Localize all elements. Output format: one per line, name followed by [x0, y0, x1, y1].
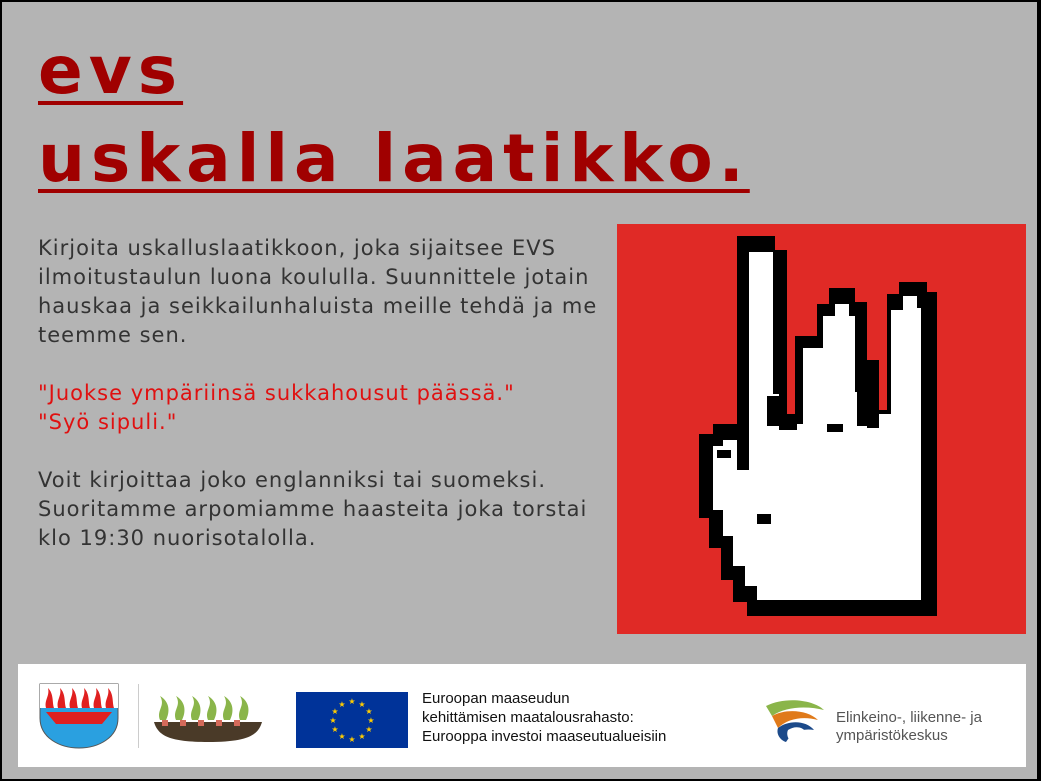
ely-text-line-1: Elinkeino-, liikenne- ja [836, 709, 982, 726]
eu-flag-icon [296, 692, 408, 748]
eu-text-line-2: kehittämisen maatalousrahasto: [422, 709, 634, 726]
eu-text-line-3: Eurooppa investoi maaseutualueisiin [422, 728, 667, 745]
svg-text:★: ★ [329, 716, 337, 725]
hand-image-panel [617, 224, 1026, 634]
ely-centre-logo-icon [762, 698, 828, 746]
ely-text-line-2: ympäristökeskus [836, 727, 948, 744]
title-line-1: evs [38, 32, 184, 109]
separator [138, 684, 139, 748]
svg-text:★: ★ [331, 725, 339, 734]
svg-text:★: ★ [338, 732, 346, 741]
svg-text:★: ★ [348, 697, 356, 706]
example-2: "Syö sipuli." [38, 410, 178, 434]
example-1: "Juokse ympäriinsä sukkahousut päässä." [38, 381, 515, 405]
rock-hand-cursor-icon [617, 224, 1026, 634]
funding-footer [18, 664, 1026, 767]
slide [2, 2, 1037, 779]
svg-text:★: ★ [365, 725, 373, 734]
paragraph-examples [38, 379, 598, 437]
eu-fund-text [422, 689, 666, 746]
svg-text:★: ★ [367, 716, 375, 725]
eu-text-line-1: Euroopan maaseudun [422, 690, 570, 707]
svg-text:★: ★ [365, 707, 373, 716]
body-text [38, 234, 598, 582]
title-line-2: uskalla laatikko. [38, 120, 750, 197]
leader-boat-logo-icon [150, 686, 266, 746]
ely-centre-text [836, 709, 982, 745]
svg-text:★: ★ [358, 700, 366, 709]
paragraph-instructions: Kirjoita uskalluslaatikkoon, joka sijaitsee EVS ilmoitustaulun luona koululla. Suunnittele jotain hauskaa ja seikkailunhaluista meille tehdä ja me teemme sen. [38, 236, 598, 347]
paragraph-schedule: Voit kirjoittaa joko englanniksi tai suomeksi. Suoritamme arpomiamme haasteita joka torstai klo 19:30 nuorisotalolla. [38, 468, 588, 550]
svg-text:★: ★ [358, 732, 366, 741]
svg-text:★: ★ [338, 700, 346, 709]
svg-text:★: ★ [348, 735, 356, 744]
coat-of-arms-icon [36, 682, 122, 750]
svg-text:★: ★ [331, 707, 339, 716]
